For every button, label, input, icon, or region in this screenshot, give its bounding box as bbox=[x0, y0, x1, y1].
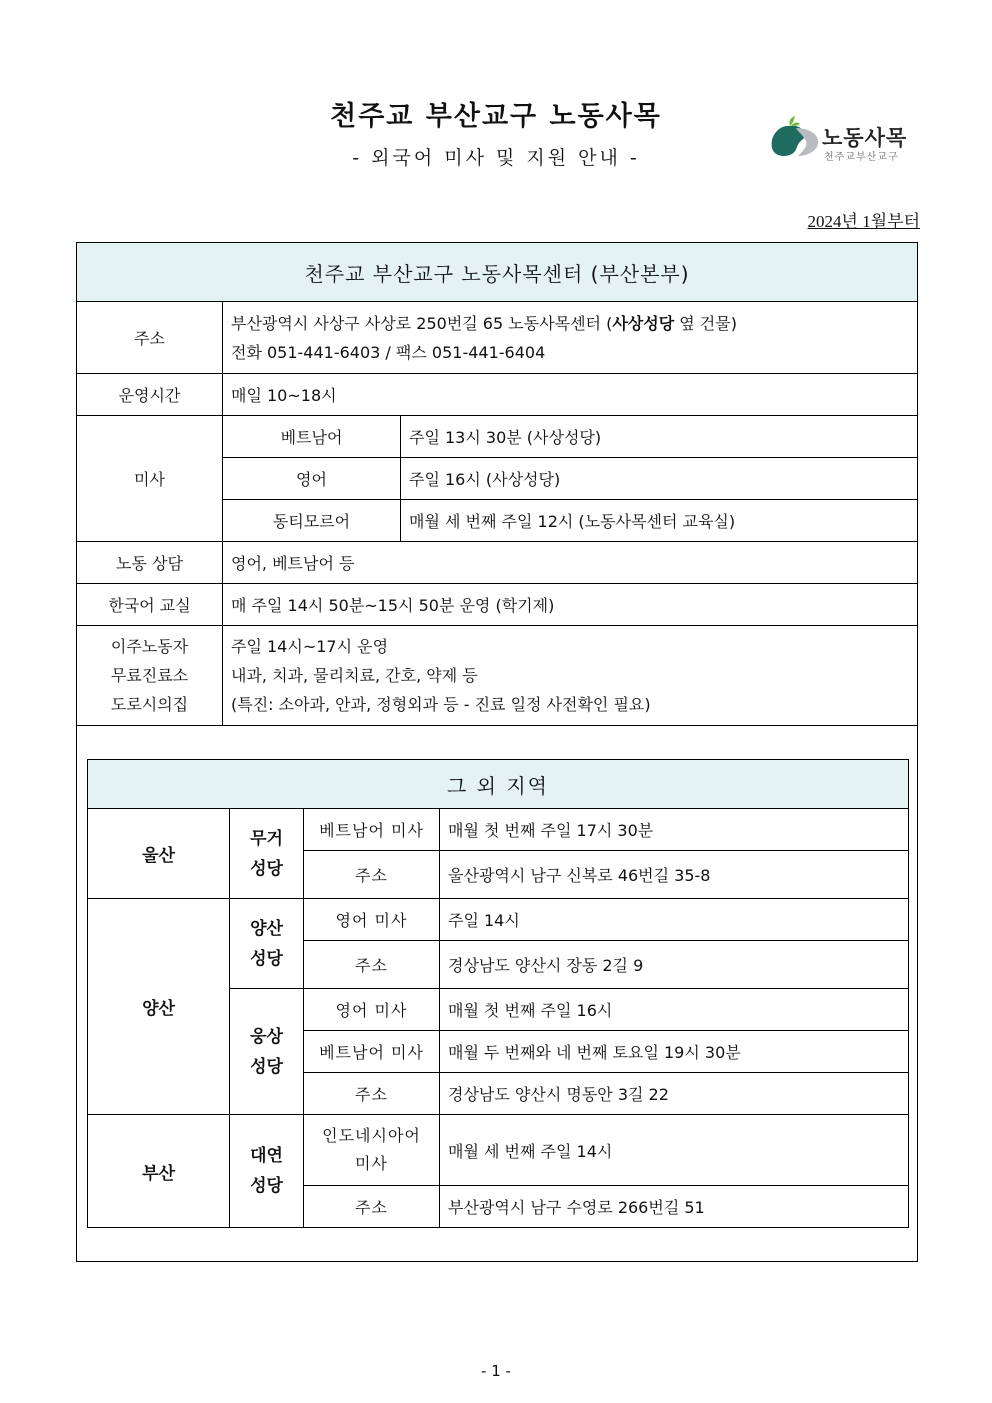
item-label-line: 인도네시아어 bbox=[322, 1126, 421, 1145]
church-name-line: 대연 bbox=[250, 1146, 283, 1166]
clinic-value bbox=[223, 626, 918, 726]
item-value: 경상남도 양산시 명동안 3길 22 bbox=[440, 1073, 909, 1115]
church-name-line: 성당 bbox=[250, 948, 283, 969]
church-name-line: 성당 bbox=[250, 1176, 283, 1196]
center-heading: 천주교 부산교구 노동사목센터 (부산본부) bbox=[77, 243, 918, 302]
item-label: 주소 bbox=[304, 851, 440, 899]
church-name-line: 성당 bbox=[250, 858, 283, 879]
clinic-label bbox=[77, 626, 223, 726]
item-value: 매월 첫 번째 주일 17시 30분 bbox=[440, 809, 909, 851]
logo bbox=[768, 114, 918, 164]
item-value: 매월 첫 번째 주일 16시 bbox=[440, 989, 909, 1031]
mass-language: 영어 bbox=[223, 458, 401, 500]
mass-schedule: 주일 13시 30분 (사상성당) bbox=[401, 416, 918, 458]
church-name bbox=[230, 899, 304, 989]
region-name: 양산 bbox=[88, 899, 230, 1115]
item-value: 울산광역시 남구 신복로 46번길 35-8 bbox=[440, 851, 909, 899]
page-number: - 1 - bbox=[481, 1362, 511, 1380]
item-label: 베트남어 미사 bbox=[304, 809, 440, 851]
church-name bbox=[230, 1115, 304, 1228]
korean-class-value: 매 주일 14시 50분~15시 50분 운영 (학기제) bbox=[223, 584, 918, 626]
item-value: 매월 세 번째 주일 14시 bbox=[440, 1115, 909, 1186]
item-value: 주일 14시 bbox=[440, 899, 909, 941]
logo-text: 노동사목 bbox=[822, 126, 908, 150]
main-center-table bbox=[76, 242, 918, 726]
item-label-line: 미사 bbox=[355, 1154, 388, 1173]
clinic-label-line: 이주노동자 bbox=[110, 637, 189, 656]
item-label: 주소 bbox=[304, 1186, 440, 1228]
effective-date: 2024년 1월부터 bbox=[807, 212, 920, 231]
item-value: 부산광역시 남구 수영로 266번길 51 bbox=[440, 1186, 909, 1228]
church-name-line: 웅상 bbox=[250, 1026, 283, 1047]
clinic-value-line: 내과, 치과, 물리치료, 간호, 약제 등 bbox=[231, 666, 478, 685]
address-line1-bold: 사상성당 bbox=[612, 313, 675, 333]
address-value bbox=[223, 302, 918, 374]
mass-schedule: 주일 16시 (사상성당) bbox=[401, 458, 918, 500]
clinic-value-line: 주일 14시~17시 운영 bbox=[231, 637, 389, 656]
labor-counseling-value: 영어, 베트남어 등 bbox=[223, 542, 918, 584]
church-name bbox=[230, 809, 304, 899]
mass-label: 미사 bbox=[77, 416, 223, 542]
item-label: 주소 bbox=[304, 941, 440, 989]
phone-fax: 전화 051-441-6403 / 팩스 051-441-6404 bbox=[231, 342, 546, 362]
labor-counseling-label: 노동 상담 bbox=[77, 542, 223, 584]
church-name bbox=[230, 989, 304, 1115]
church-name-line: 양산 bbox=[250, 918, 283, 939]
hours-label: 운영시간 bbox=[77, 374, 223, 416]
item-value: 경상남도 양산시 장동 2길 9 bbox=[440, 941, 909, 989]
church-name-line: 성당 bbox=[250, 1056, 283, 1077]
item-label: 영어 미사 bbox=[304, 989, 440, 1031]
church-name-line: 무거 bbox=[250, 828, 283, 849]
item-label: 영어 미사 bbox=[304, 899, 440, 941]
region-name: 부산 bbox=[88, 1115, 230, 1228]
mass-language: 베트남어 bbox=[223, 416, 401, 458]
item-value: 매월 두 번째와 네 번째 토요일 19시 30분 bbox=[440, 1031, 909, 1073]
logo-emblem-icon bbox=[768, 116, 822, 162]
mass-schedule: 매월 세 번째 주일 12시 (노동사목센터 교육실) bbox=[401, 500, 918, 542]
hours-value: 매일 10~18시 bbox=[223, 374, 918, 416]
document-subtitle: - 외국어 미사 및 지원 안내 - bbox=[352, 147, 640, 169]
region-name: 울산 bbox=[88, 809, 230, 899]
item-label: 베트남어 미사 bbox=[304, 1031, 440, 1073]
address-line1-prefix: 부산광역시 사상구 사상로 250번길 65 노동사목센터 ( bbox=[231, 313, 613, 333]
mass-language: 동티모르어 bbox=[223, 500, 401, 542]
clinic-label-line: 도로시의집 bbox=[110, 695, 189, 714]
other-regions-heading: 그 외 지역 bbox=[88, 760, 909, 809]
korean-class-label: 한국어 교실 bbox=[77, 584, 223, 626]
item-label bbox=[304, 1115, 440, 1186]
clinic-value-line: (특진: 소아과, 안과, 정형외과 등 - 진료 일정 사전확인 필요) bbox=[231, 695, 651, 714]
clinic-label-line: 무료진료소 bbox=[110, 666, 189, 685]
address-line1-suffix: 옆 건물) bbox=[674, 313, 737, 333]
item-label: 주소 bbox=[304, 1073, 440, 1115]
address-label: 주소 bbox=[77, 302, 223, 374]
other-regions-table bbox=[87, 759, 909, 1228]
document-title: 천주교 부산교구 노동사목 bbox=[330, 101, 662, 132]
logo-subtext: 천주교부산교구 bbox=[824, 152, 899, 163]
